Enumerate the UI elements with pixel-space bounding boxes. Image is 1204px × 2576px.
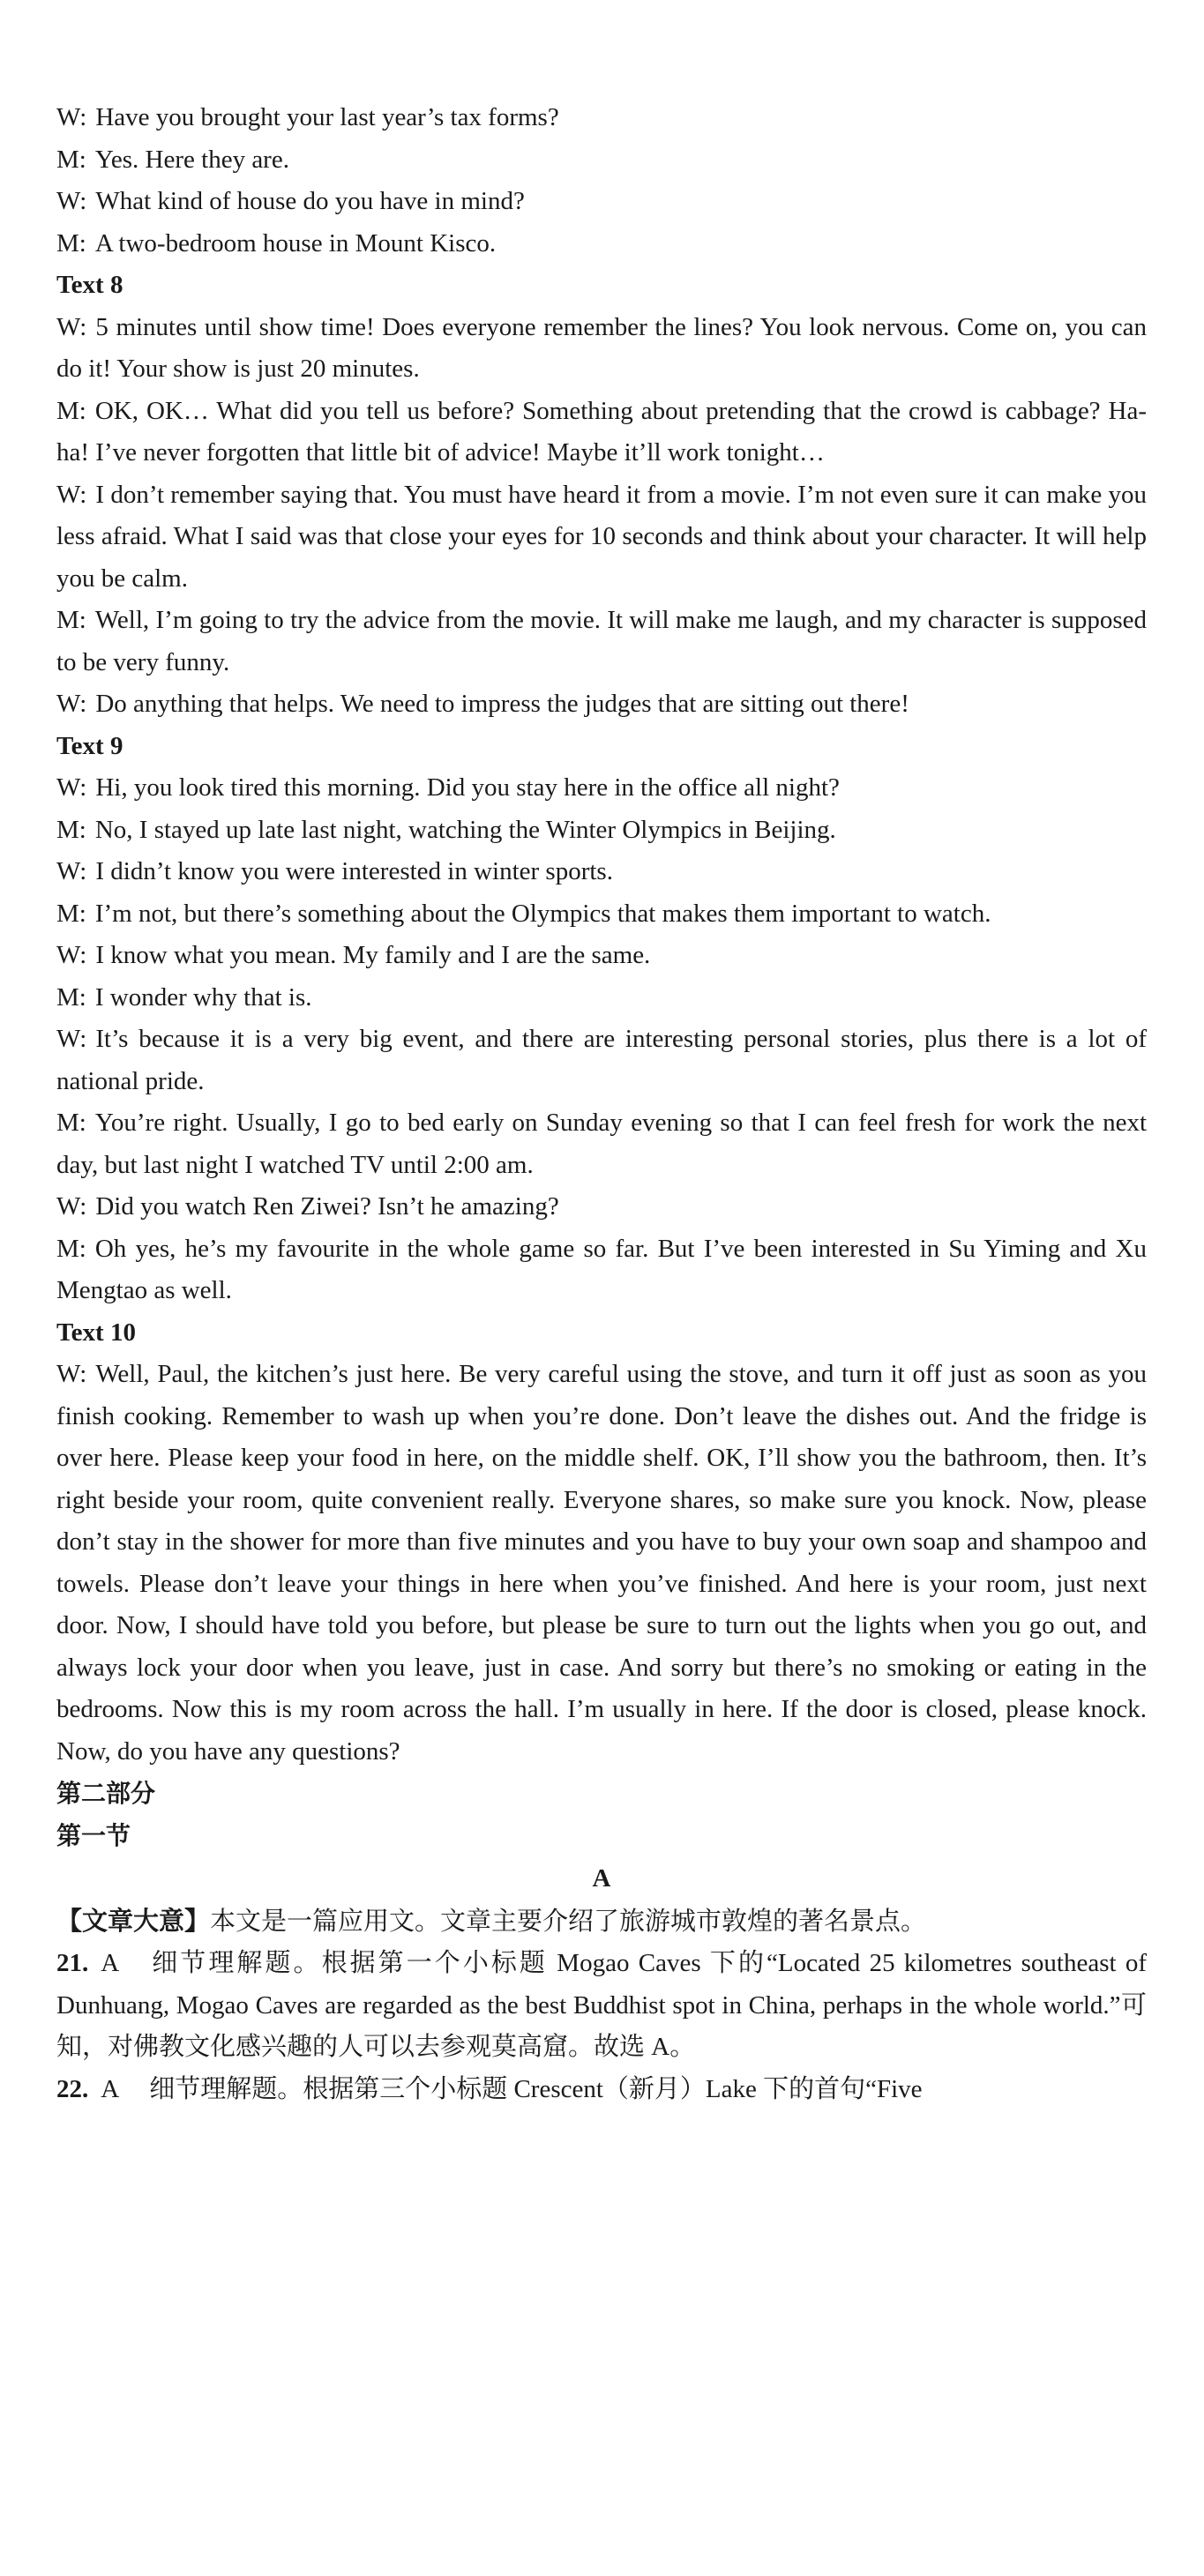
summary-text: 本文是一篇应用文。文章主要介绍了旅游城市敦煌的著名景点。	[210, 1907, 927, 1936]
dialogue-line	[56, 893, 1147, 936]
dialogue-text: I don’t remember saying that. You must have heard it from a movie. I’m not even sure it can make you less afraid. What I said was that close your eyes for 10 seconds and think about your character. It will help you be calm.	[56, 480, 1147, 593]
dialogue-line	[56, 977, 1147, 1019]
dialogue-text: What kind of house do you have in mind?	[95, 187, 525, 215]
dialogue-text: No, I stayed up late last night, watching the Winter Olympics in Beijing.	[94, 815, 836, 844]
speaker-label: M:	[56, 1234, 86, 1263]
dialogue-text: I didn’t know you were interested in winter sports.	[95, 857, 613, 885]
dialogue-text: Yes. Here they are.	[94, 145, 289, 174]
answer-choice: A	[101, 1949, 120, 1977]
dialogue-text: A two-bedroom house in Mount Kisco.	[94, 228, 497, 258]
section-heading: 第二部分	[56, 1779, 156, 1808]
article-summary	[56, 1900, 1147, 1944]
dialogue-line	[56, 139, 1147, 182]
passage-label: A	[592, 1864, 611, 1893]
speaker-label: M:	[56, 228, 86, 258]
dialogue-line	[56, 1019, 1147, 1102]
speaker-label: W:	[56, 941, 87, 969]
speaker-label: W:	[56, 773, 87, 802]
dialogue-line	[56, 767, 1147, 810]
dialogue-text: Have you brought your last year’s tax forms?	[95, 103, 559, 131]
speaker-label: M:	[56, 145, 86, 174]
speaker-label: M:	[56, 396, 86, 425]
dialogue-line	[56, 851, 1147, 893]
dialogue-text: Well, I’m going to try the advice from the movie. It will make me laugh, and my character is supposed to be very funny.	[56, 606, 1147, 676]
dialogue-text: Oh yes, he’s my favourite in the whole game so far. But I’ve been interested in Su Yiming and Xu Mengtao as well.	[56, 1234, 1147, 1304]
dialogue-line	[56, 600, 1147, 683]
speaker-label: W:	[56, 1025, 87, 1053]
dialogue-text: OK, OK… What did you tell us before? Something about pretending that the crowd is cabbage? Ha-ha! I’ve never forgotten that little bit of advice! Maybe it’ll work tonight…	[56, 396, 1147, 467]
dialogue-text: Hi, you look tired this morning. Did you stay here in the office all night?	[95, 773, 840, 802]
page-content	[56, 97, 1147, 2110]
speaker-label: W:	[56, 1192, 87, 1221]
speaker-label: M:	[56, 1109, 86, 1137]
speaker-label: M:	[56, 606, 86, 634]
text-heading: Text 8	[56, 271, 123, 299]
dialogue-line	[56, 181, 1147, 223]
dialogue-line	[56, 1354, 1147, 1773]
answer-explanation	[56, 2069, 1147, 2111]
dialogue-text: Well, Paul, the kitchen’s just here. Be very careful using the stove, and turn it off just as soon as you finish cooking. Remember to wash up when you’re done. Don’t leave the dishes out. And the fridge is over here. Please keep your food in here, on the middle shelf. OK, I’ll show you the bathroom, then. It’s right beside your room, quite convenient really. Everyone shares, so make sure you knock. Now, please don’t stay in the shower for more than five minutes and you have to buy your own soap and shampoo and towels. Please don’t leave your things in here when you’ve finished. And here is your room, just next door. Now, I should have told you before, but please be sure to turn out the lights when you go out, and always lock your door when you leave, just in case. And sorry but there’s no smoking or eating in the bedrooms. Now this is my room across the hall. I’m usually in here. If the door is closed, please knock. Now, do you have any questions?	[56, 1360, 1147, 1766]
speaker-label: W:	[56, 480, 87, 509]
speaker-label: M:	[56, 815, 86, 844]
dialogue-text: 5 minutes until show time! Does everyone remember the lines? You look nervous. Come on, you can do it! Your show is just 20 minutes.	[56, 312, 1147, 383]
dialogue-text: I know what you mean. My family and I are the same.	[95, 941, 651, 969]
question-number: 21.	[56, 1949, 89, 1977]
dialogue-text: Did you watch Ren Ziwei? Isn’t he amazing?	[95, 1192, 559, 1221]
speaker-label: M:	[56, 982, 86, 1012]
section-heading: 第一节	[56, 1820, 131, 1850]
dialogue-line	[56, 223, 1147, 265]
explanation-text: 细节理解题。根据第一个小标题 Mogao Caves 下的“Located 25 kilometres southeast of Dunhuang, Mogao Caves are regarded as the best Buddhist spot in China, perhaps in the whole world.”可知，对佛教文化感兴趣的人可以去参观莫高窟。故选 A。	[56, 1949, 1147, 2061]
dialogue-line	[56, 1102, 1147, 1186]
dialogue-text: I wonder why that is.	[94, 982, 312, 1012]
dialogue-line	[56, 97, 1147, 139]
explanation-text: 细节理解题。根据第三个小标题 Crescent（新月）Lake 下的首句“Five	[149, 2074, 923, 2103]
dialogue-line	[56, 307, 1147, 391]
dialogue-text: It’s because it is a very big event, and there are interesting personal stories, plus there is a lot of national pride.	[56, 1025, 1147, 1095]
dialogue-line	[56, 1228, 1147, 1312]
dialogue-text: Do anything that helps. We need to impress the judges that are sitting out there!	[95, 690, 909, 718]
speaker-label: W:	[56, 187, 87, 215]
dialogue-text: You’re right. Usually, I go to bed early on Sunday evening so that I can feel fresh for work the next day, but last night I watched TV until 2:00 am.	[56, 1109, 1147, 1179]
dialogue-line	[56, 810, 1147, 852]
speaker-label: W:	[56, 103, 87, 131]
dialogue-line	[56, 474, 1147, 601]
answer-choice: A	[101, 2074, 120, 2103]
dialogue-line	[56, 935, 1147, 977]
speaker-label: W:	[56, 312, 87, 341]
question-number: 22.	[56, 2074, 89, 2103]
speaker-label: W:	[56, 857, 87, 885]
speaker-label: W:	[56, 1360, 87, 1388]
dialogue-line	[56, 391, 1147, 474]
summary-tag: 【文章大意】	[56, 1905, 211, 1936]
text-heading: Text 9	[56, 731, 123, 760]
dialogue-line	[56, 683, 1147, 726]
dialogue-line	[56, 1186, 1147, 1228]
speaker-label: M:	[56, 899, 86, 928]
answer-explanation	[56, 1943, 1147, 2069]
dialogue-text: I’m not, but there’s something about the Olympics that makes them important to watch.	[94, 899, 991, 928]
speaker-label: W:	[56, 690, 87, 718]
text-heading: Text 10	[56, 1318, 136, 1347]
